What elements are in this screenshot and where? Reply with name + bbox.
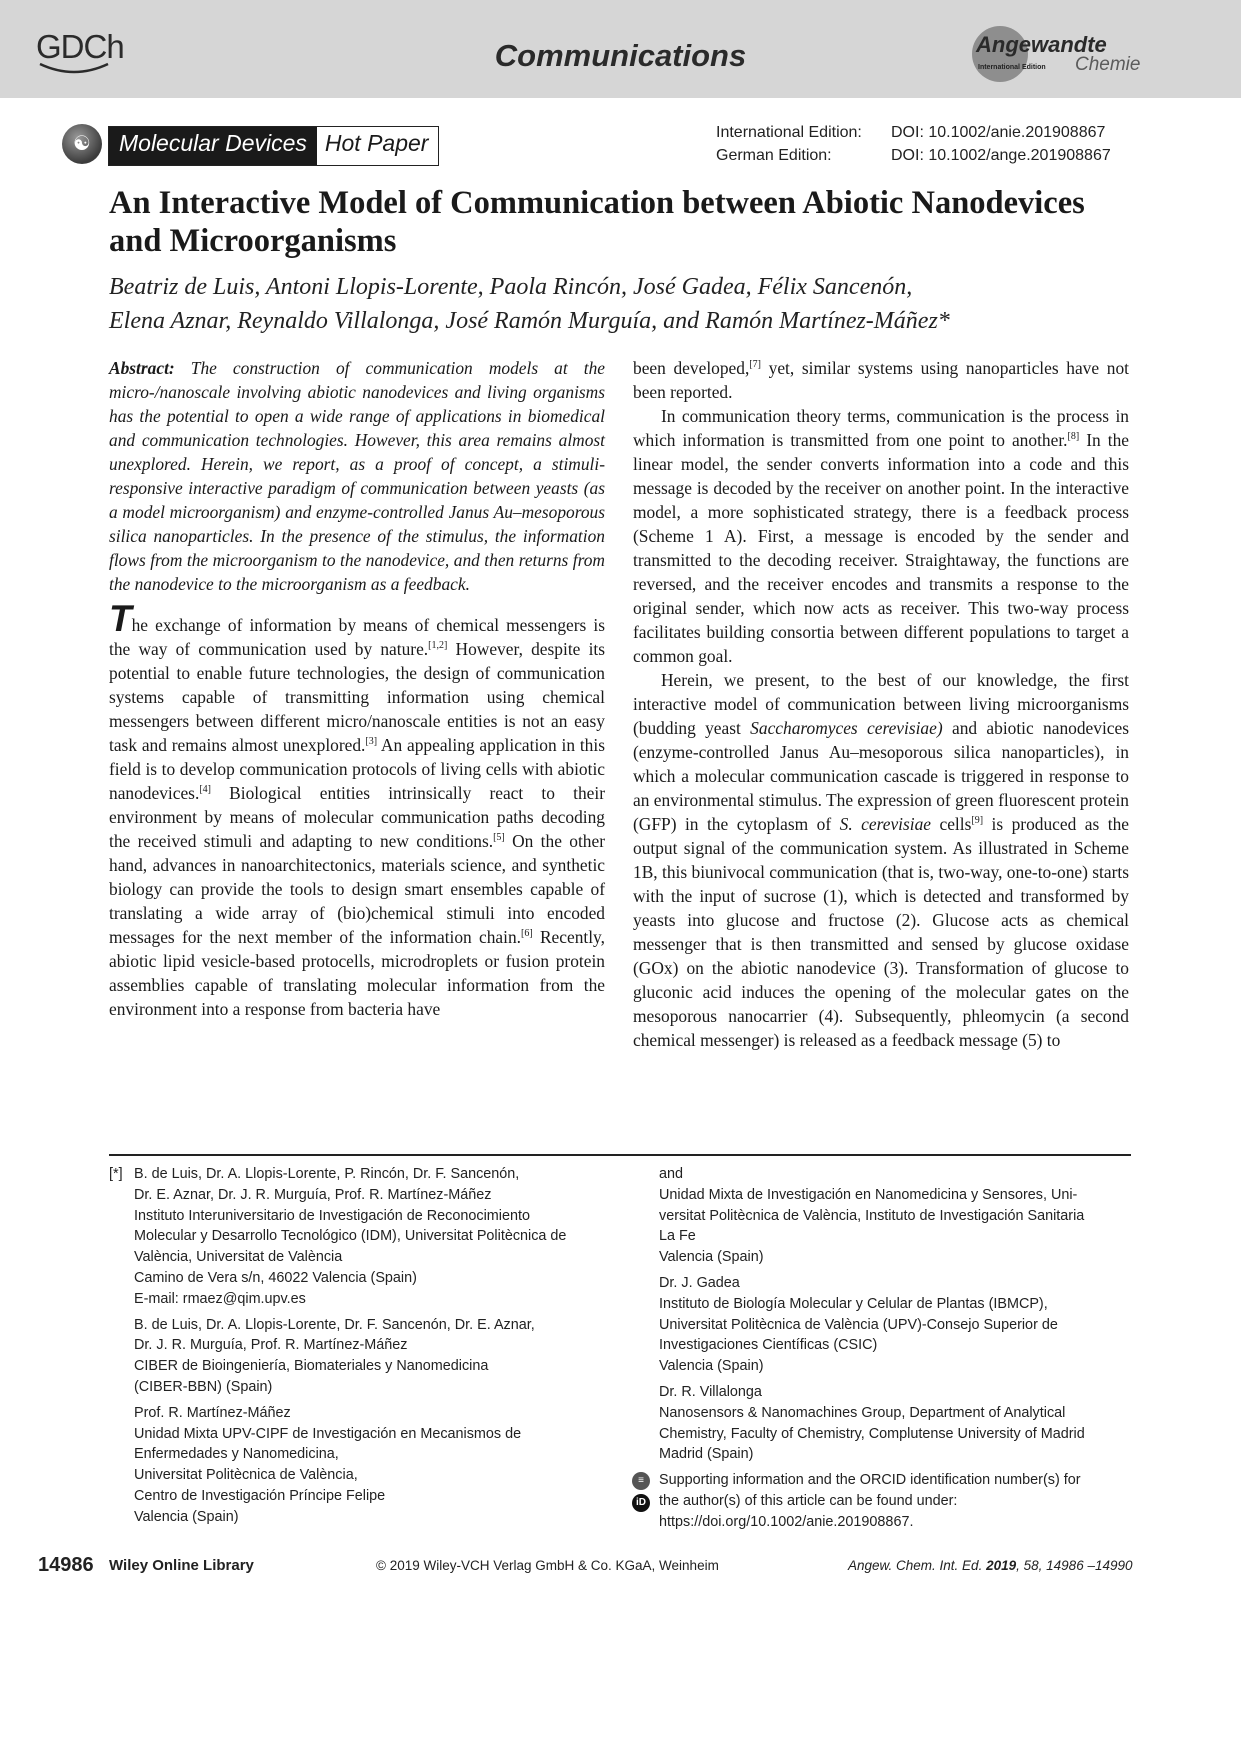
- author-list: [109, 270, 1149, 338]
- email-link[interactable]: E-mail: rmaez@qim.upv.es: [134, 1290, 306, 1307]
- affiliation-line: B. de Luis, Dr. A. Llopis-Lorente, P. Rincón, Dr. F. Sancenón,: [134, 1166, 520, 1182]
- reference-link[interactable]: [7]: [749, 359, 761, 371]
- affiliation-line: Unidad Mixta UPV-CIPF de Investigación en Mecanismos de: [134, 1425, 522, 1442]
- affiliation-block: [659, 1273, 1139, 1377]
- reference-link[interactable]: [9]: [971, 815, 984, 827]
- affiliation-line: versitat Politècnica de València, Instituto de Investigación Sanitaria: [659, 1207, 1085, 1224]
- doi-value[interactable]: DOI: 10.1002/anie.201908867: [891, 124, 1106, 141]
- gdch-logo: GDCh: [36, 28, 124, 65]
- affiliation-line: Valencia (Spain): [659, 1358, 764, 1375]
- doi-value[interactable]: DOI: 10.1002/ange.201908867: [891, 147, 1111, 164]
- article-title: An Interactive Model of Communication between Abiotic Nanodevices and Microorganisms: [109, 185, 1085, 259]
- paragraph-text: In communication theory terms, communication is the process in which information is transmitted from one point to another.: [633, 406, 1129, 450]
- affiliation-line: (CIBER-BBN) (Spain): [134, 1378, 273, 1395]
- citation-year: 2019: [986, 1558, 1017, 1573]
- paragraph-text: is produced as the output signal of the communication system. As illustrated in Scheme 1B, this biunivocal communication (that is, two-way, one-to-one) starts with the input of sucrose (1), which is detected and transformed by yeasts into glucose and fructose (2). Glucose acts as chemical messenger that is then transmitted and sensed by glucose oxidase (GOx) on the abiotic nanodevice (3). Transformation of glucose to gluconic acid induces the opening of the molecular gates on the mesoporous nanocarrier (4). Subsequently, phleomycin (a second chemical messenger) is released as a feedback message (5) to: [633, 814, 1130, 1050]
- wiley-online-library-link[interactable]: Wiley Online Library: [109, 1557, 254, 1574]
- continued-paragraph: [633, 356, 1129, 404]
- supporting-line: Supporting information and the ORCID identification number(s) for: [659, 1472, 1081, 1489]
- affiliation-line: Universitat Politècnica de València (UPV)-Consejo Superior de: [659, 1316, 1058, 1333]
- affiliation-line: Prof. R. Martínez-Máñez: [134, 1404, 291, 1421]
- article-tags: [108, 126, 439, 166]
- paragraph-text: Biological entities intrinsically react to their environment by means of molecular communication paths decoding the received stimuli and adapting to new conditions.: [109, 783, 605, 851]
- affiliation-line: B. de Luis, Dr. A. Llopis-Lorente, Dr. F. Sancenón, Dr. E. Aznar,: [134, 1316, 535, 1333]
- affiliation-line: Valencia (Spain): [659, 1249, 764, 1266]
- citation-journal: Angew. Chem. Int. Ed.: [848, 1558, 983, 1573]
- abstract: [109, 356, 605, 596]
- angewandte-logo-subtitle: Chemie: [1075, 54, 1141, 75]
- communication-theory-paragraph: [633, 404, 1129, 668]
- affiliation-line: Unidad Mixta de Investigación en Nanomedicina y Sensores, Uni-: [659, 1186, 1078, 1203]
- paragraph-text: yet, similar systems using nanoparticles have not been reported.: [633, 358, 1129, 402]
- affiliation-line: La Fe: [659, 1228, 696, 1245]
- affiliations-right: [636, 1164, 1139, 1538]
- reference-link[interactable]: [1,2]: [428, 640, 448, 652]
- doi-international: [716, 121, 1111, 144]
- category-tag: Molecular Devices: [109, 127, 317, 165]
- section-title: Communications: [494, 38, 747, 73]
- supporting-info-icon: ≡: [632, 1472, 650, 1490]
- paragraph-text: Recently, abiotic lipid vesicle-based protocells, microdroplets or fusion protein assemblies capable of translating molecular information from the environment into a response from bacteria have: [109, 927, 605, 1019]
- affiliation-line: Camino de Vera s/n, 46022 Valencia (Spain): [134, 1269, 417, 1286]
- affiliation-line: Dr. E. Aznar, Dr. J. R. Murguía, Prof. R. Martínez-Máñez: [134, 1186, 492, 1203]
- paragraph-text: In the linear model, the sender converts information into a code and this message is decoded by the receiver on another point. In the interactive model, a more sophisticated strategy, there is a feedback process (Scheme 1 A). First, a message is encoded by the sender and transmitted to the decoding receiver. Straightaway, the functions are reversed, and the receiver encodes and transmits a response to the original sender, which now acts as receiver. This two-way process facilitates building consortia between different populations to target a common goal.: [633, 430, 1130, 666]
- body-column-right: [633, 356, 1129, 1052]
- species-name: S. cerevisiae: [839, 814, 932, 834]
- affiliation-block: [109, 1403, 609, 1528]
- doi-label: International Edition:: [716, 124, 862, 141]
- affiliation-block: [109, 1315, 609, 1398]
- journal-header: [0, 0, 1241, 98]
- citation-volume-pages: , 58, 14986 –14990: [1016, 1558, 1133, 1573]
- supporting-information: [636, 1470, 1139, 1532]
- supporting-line: the author(s) of this article can be found under:: [659, 1492, 958, 1509]
- affiliation-block: [659, 1382, 1139, 1465]
- copyright-notice: © 2019 Wiley-VCH Verlag GmbH & Co. KGaA, Weinheim: [376, 1558, 719, 1573]
- reference-link[interactable]: [6]: [521, 928, 533, 940]
- citation: [848, 1558, 1133, 1573]
- doi-label: German Edition:: [716, 147, 832, 164]
- reference-link[interactable]: [4]: [199, 784, 211, 796]
- affiliation-line: Instituto de Biología Molecular y Celular de Plantas (IBMCP),: [659, 1295, 1048, 1312]
- author-line: Beatriz de Luis, Antoni Llopis-Lorente, Paola Rincón, José Gadea, Félix Sancenón,: [109, 274, 913, 300]
- paragraph-text: and abiotic nanodevices (enzyme-controlled Janus Au–mesoporous silica nanoparticles), in which a molecular communication cascade is triggered in response to an environmental stimulus. The expression of green fluorescent protein (GFP) in the cytoplasm of: [633, 718, 1129, 834]
- affiliation-line: Valencia (Spain): [134, 1508, 239, 1525]
- affiliation-block: [659, 1164, 1139, 1268]
- affiliation-line: Nanosensors & Nanomachines Group, Department of Analytical: [659, 1404, 1066, 1421]
- affiliation-line: Dr. J. R. Murguía, Prof. R. Martínez-Máñez: [134, 1337, 408, 1354]
- orcid-icon: iD: [632, 1494, 650, 1512]
- reference-link[interactable]: [3]: [365, 736, 378, 748]
- affiliation-line: Universitat Politècnica de València,: [134, 1467, 358, 1484]
- angewandte-logo: [972, 24, 1141, 84]
- author-line: Elena Aznar, Reynaldo Villalonga, José Ramón Murguía, and Ramón Martínez-Máñez*: [109, 308, 950, 334]
- hot-paper-badge: Hot Paper: [317, 127, 439, 165]
- affiliation-line: Madrid (Spain): [659, 1446, 754, 1463]
- affiliation-line: Instituto Interuniversitario de Investigación de Reconocimiento: [134, 1207, 530, 1224]
- affiliation-line: Chemistry, Faculty of Chemistry, Complutense University of Madrid: [659, 1425, 1085, 1442]
- paragraph-text: On the other hand, advances in nanoarchitectonics, materials science, and synthetic biology can provide the tools to design smart ensembles capable of translating a wide array of (bio)chemical stimuli into encoded messages for the next member of the information chain.: [109, 831, 605, 947]
- abstract-label: Abstract:: [109, 358, 175, 378]
- doi-block: [716, 121, 1111, 167]
- paragraph-text: However, despite its potential to enable future technologies, the design of communication systems capable of transmitting information using chemical messengers between different micro/nanoscale entities is not an easy task and remains almost unexplored.: [109, 639, 606, 755]
- body-column-left: [109, 356, 605, 1021]
- reference-link[interactable]: [5]: [493, 832, 505, 844]
- reference-link[interactable]: [8]: [1067, 431, 1080, 443]
- affiliation-block: [109, 1164, 609, 1310]
- footnote-divider: [109, 1154, 1131, 1156]
- supporting-link[interactable]: https://doi.org/10.1002/anie.201908867.: [659, 1513, 914, 1530]
- corresponding-marker: [*]: [109, 1166, 123, 1182]
- supporting-icons: [632, 1472, 650, 1516]
- angewandte-logo-edition: International Edition: [978, 64, 1046, 71]
- paragraph-text: been developed,: [633, 358, 750, 378]
- paragraph-text: An appealing application in this field is to develop communication protocols of living cells with abiotic nanodevices.: [109, 735, 605, 803]
- page-number: 14986: [38, 1554, 94, 1576]
- affiliation-line: Enfermedades y Nanomedicina,: [134, 1446, 339, 1463]
- affiliation-line: CIBER de Bioingeniería, Biomateriales y Nanomedicina: [134, 1358, 489, 1375]
- affiliation-line: Dr. R. Villalonga: [659, 1383, 762, 1400]
- drop-cap: T: [109, 598, 132, 639]
- paragraph-text: cells: [931, 814, 972, 834]
- paragraph-text: he exchange of information by means of chemical messengers is the way of communication used by nature.: [109, 615, 605, 659]
- affiliation-line: València, Universitat de València: [134, 1249, 343, 1266]
- affiliation-line: Molecular y Desarrollo Tecnológico (IDM), Universitat Politècnica de: [134, 1228, 567, 1245]
- species-name: Saccharomyces cerevisiae): [750, 718, 943, 738]
- affiliations-left: [109, 1164, 609, 1533]
- intro-paragraph: [109, 598, 606, 1021]
- affiliation-line: Dr. J. Gadea: [659, 1274, 740, 1291]
- doi-german: [716, 144, 1111, 167]
- affiliation-line: Investigaciones Científicas (CSIC): [659, 1337, 878, 1354]
- affiliation-line: Centro de Investigación Príncipe Felipe: [134, 1487, 386, 1504]
- angewandte-logo-title: Angewandte: [976, 32, 1107, 57]
- affiliation-line: and: [659, 1166, 684, 1182]
- paragraph-text: Herein, we present, to the best of our knowledge, the first interactive model of communication between living microorganisms (budding yeast: [633, 670, 1129, 738]
- present-work-paragraph: [633, 668, 1129, 1052]
- abstract-text: The construction of communication models at the micro-/nanoscale involving abiotic nanodevices and living organisms has the potential to open a wide range of applications in biomedical and communication technologies. However, this area remains almost unexplored. Herein, we report, as a proof of concept, a stimuli-responsive interactive paradigm of communication between yeasts (as a model microorganism) and enzyme-controlled Janus Au–mesoporous silica nanoparticles. In the presence of the stimulus, the information flows from the microorganism to the nanodevice, and then returns from the nanodevice to the microorganism as a feedback.: [109, 358, 605, 594]
- molecular-devices-icon: ☯: [62, 124, 102, 164]
